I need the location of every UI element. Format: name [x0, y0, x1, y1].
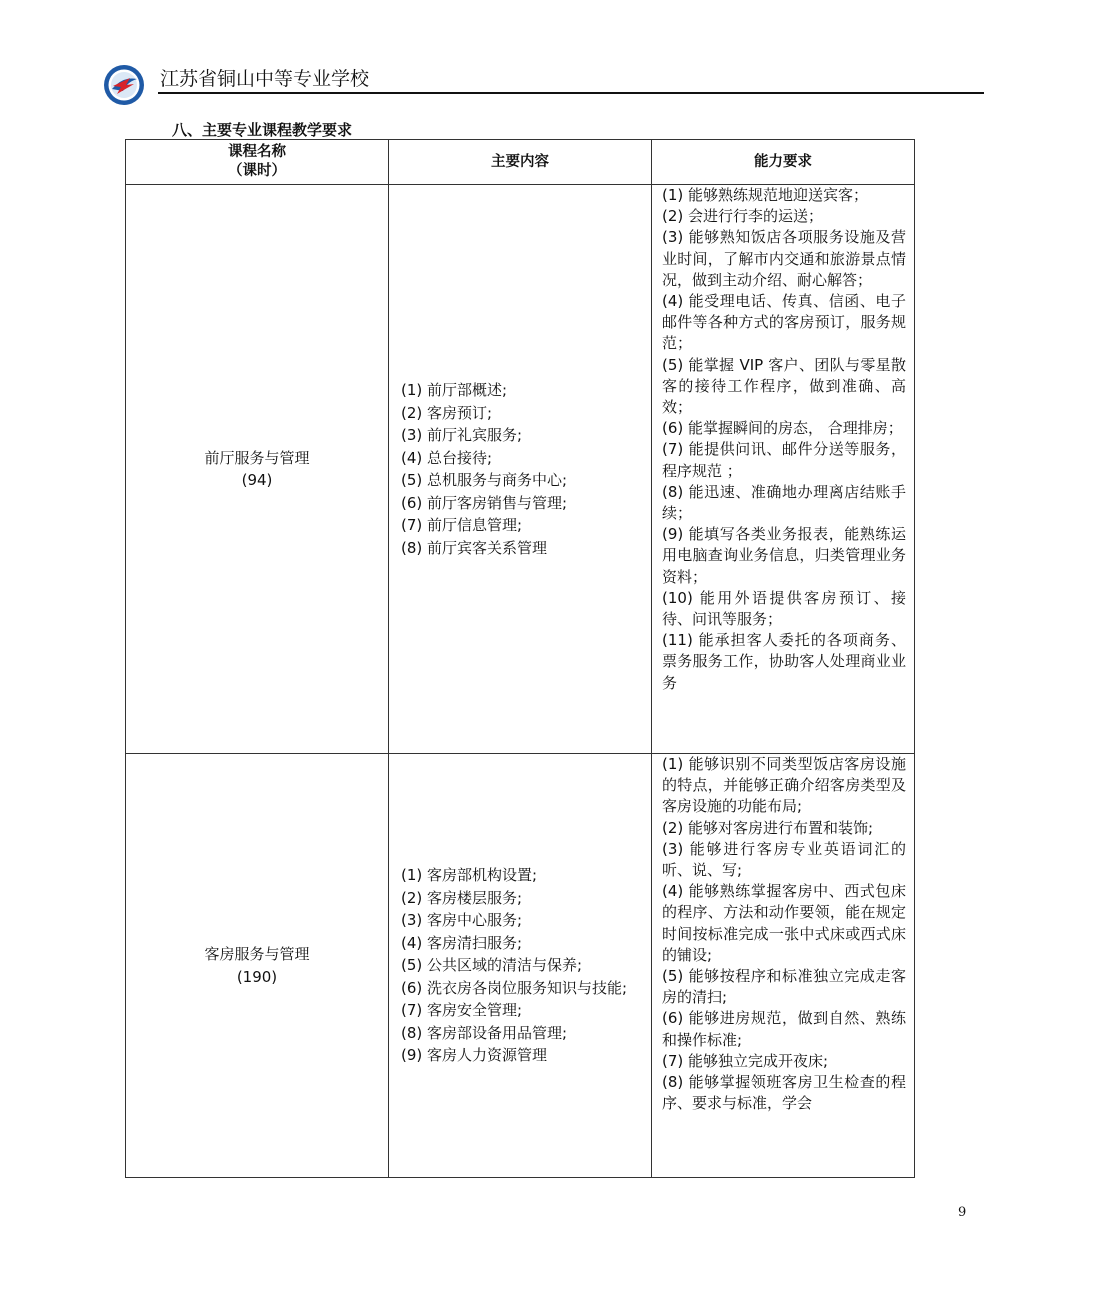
content-cell — [389, 185, 652, 754]
header-ability: 能力要求 — [652, 140, 915, 185]
list-item: (2) 客房预订; — [401, 403, 493, 422]
list-item: (4) 总台接待; — [401, 448, 493, 467]
header-course-line1: 课程名称 — [228, 144, 286, 160]
list-item: (1) 前厅部概述; — [401, 381, 508, 399]
list-item: (3) 能够进行客房专业英语词汇的听、说、写; — [662, 839, 906, 880]
list-item: (10) 能用外语提供客房预订、接待、问讯等服务； — [662, 588, 906, 629]
list-item: (7) 客房安全管理; — [401, 1001, 523, 1020]
ability-cell — [652, 185, 915, 754]
course-table — [125, 139, 915, 1178]
list-item: (5) 总机服务与商务中心; — [401, 471, 568, 489]
list-item: (8) 能够掌握领班客房卫生检查的程序、要求与标准，学会 — [662, 1073, 906, 1113]
list-item: (1) 客房部机构设置; — [401, 866, 538, 885]
list-item: (3) 客房中心服务; — [401, 911, 523, 930]
course-name-cell — [126, 754, 389, 1178]
list-item: (4) 能够熟练掌握客房中、西式包床的程序、方法和动作要领，能在规定时间按标准完成一张中式床或西式床的铺设; — [662, 882, 906, 964]
list-item: (6) 前厅客房销售与管理; — [401, 493, 568, 512]
list-item: (1) 能够识别不同类型饭店客房设施的特点，并能够正确介绍客房类型及客房设施的功能布局; — [662, 755, 906, 816]
list-item: (1) 能够熟练规范地迎送宾客； — [662, 186, 869, 204]
list-item: (5) 公共区域的清洁与保养; — [401, 956, 583, 975]
school-name: 江苏省铜山中等专业学校 — [160, 68, 370, 90]
list-item: (11) 能承担客人委托的各项商务、票务服务工作，协助客人处理商业业务 — [662, 631, 906, 692]
list-item: (9) 能填写各类业务报表，能熟练运用电脑查询业务信息，归类管理业务资料； — [662, 525, 906, 586]
list-item: (3) 前厅礼宾服务; — [401, 426, 523, 444]
header-content: 主要内容 — [389, 140, 652, 185]
list-item: (2) 能够对客房进行布置和装饰; — [662, 818, 874, 837]
school-logo — [103, 64, 145, 106]
list-item: (5) 能够按程序和标准独立完成走客房的清扫; — [662, 967, 906, 1007]
course-name: 前厅服务与管理 — [204, 448, 310, 467]
list-item: (5) 能掌握 VIP 客户、团队与零星散客的接待工作程序，做到准确、高效； — [662, 355, 906, 417]
list-item: (6) 能掌握瞬间的房态， 合理排房； — [662, 419, 903, 438]
list-item: (7) 能提供问讯、邮件分送等服务，程序规范 ； — [662, 440, 906, 480]
section-title: 八、主要专业课程教学要求 — [172, 121, 353, 139]
list-item: (4) 能受理电话、传真、信函、电子邮件等各种方式的客房预订，服务规范； — [662, 292, 906, 353]
content-cell — [389, 754, 652, 1178]
course-name: 客房服务与管理 — [204, 945, 310, 963]
list-item: (2) 会进行行李的运送； — [662, 207, 824, 226]
list-item: (8) 客房部设备用品管理; — [401, 1023, 568, 1042]
list-item: (8) 能迅速、准确地办理离店结账手续； — [662, 482, 906, 523]
table-row — [126, 754, 915, 1178]
course-hours: (190) — [236, 967, 278, 986]
header-rule — [158, 92, 984, 94]
header-course-line2: （课时） — [228, 163, 286, 179]
list-item: (9) 客房人力资源管理 — [401, 1046, 548, 1065]
list-item: (7) 能够独立完成开夜床; — [662, 1051, 829, 1070]
list-item: (2) 客房楼层服务; — [401, 888, 523, 907]
table-row — [126, 185, 915, 754]
list-item: (6) 洗衣房各岗位服务知识与技能; — [401, 978, 628, 997]
table-header-row — [126, 140, 915, 185]
ability-cell — [652, 754, 915, 1178]
list-item: (6) 能够进房规范，做到自然、熟练和操作标准; — [662, 1009, 906, 1049]
list-item: (8) 前厅宾客关系管理 — [401, 538, 548, 557]
list-item: (3) 能够熟知饭店各项服务设施及营业时间，了解市内交通和旅游景点情况，做到主动介绍、耐心解答； — [662, 228, 906, 289]
course-name-cell — [126, 185, 389, 754]
header-course — [126, 140, 389, 185]
course-hours: (94) — [241, 471, 273, 489]
page-number: 9 — [958, 1205, 967, 1220]
list-item: (7) 前厅信息管理; — [401, 516, 523, 534]
list-item: (4) 客房清扫服务; — [401, 933, 523, 952]
